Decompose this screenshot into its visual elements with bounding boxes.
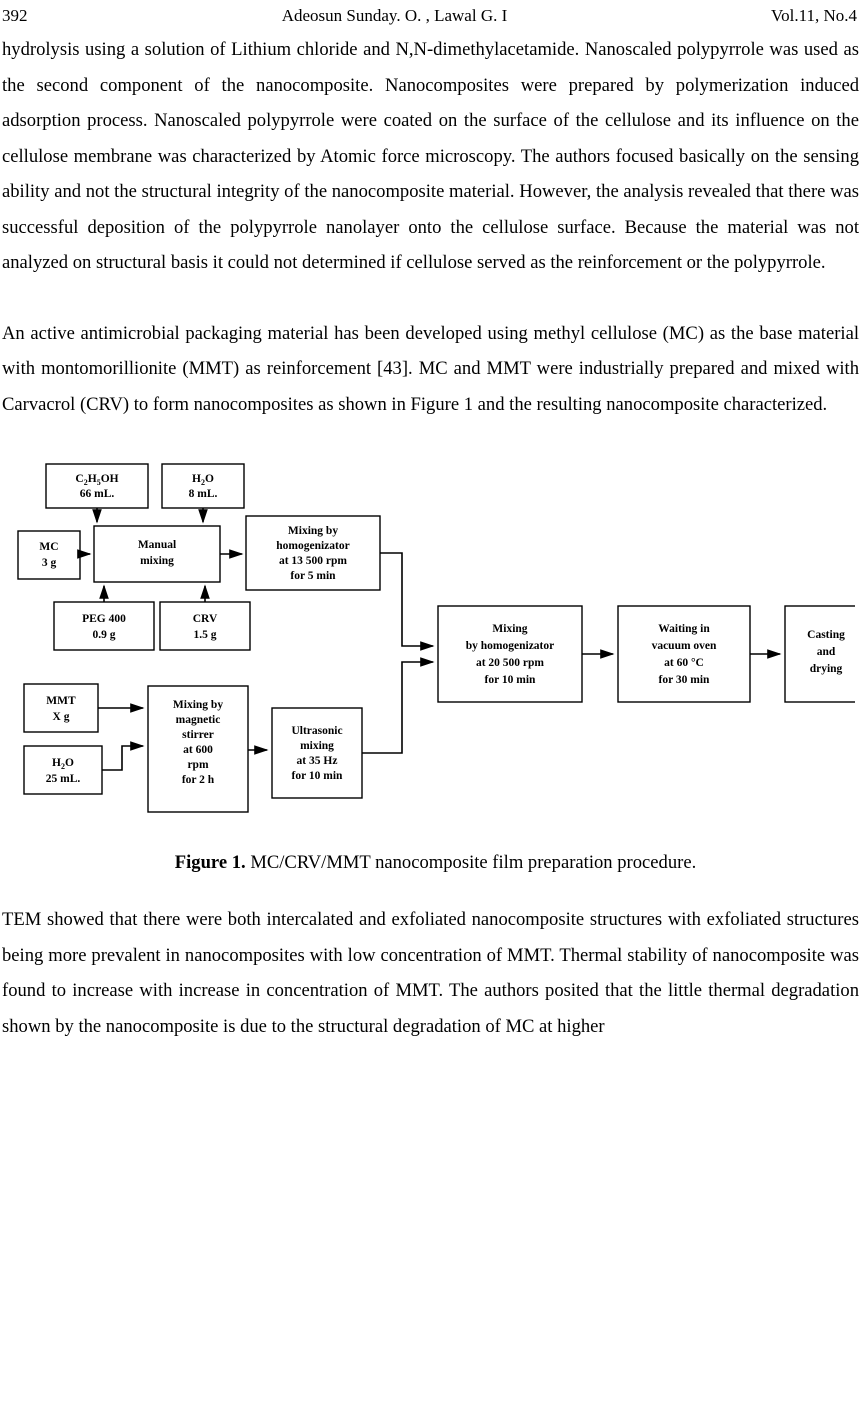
svg-text:66 mL.: 66 mL. <box>79 488 115 500</box>
svg-text:at 13 500 rpm: at 13 500 rpm <box>278 555 348 567</box>
svg-text:at 20 500 rpm: at 20 500 rpm <box>475 657 545 669</box>
svg-text:for 10 min: for 10 min <box>484 674 536 686</box>
node-manual-mixing <box>94 526 220 582</box>
svg-text:mixing: mixing <box>140 555 174 567</box>
svg-text:8 mL.: 8 mL. <box>188 488 218 500</box>
svg-text:3 g: 3 g <box>41 557 57 569</box>
header-volume: Vol.11, No.4 <box>771 6 857 25</box>
svg-text:CRV: CRV <box>192 613 218 625</box>
node-homogenizer-2 <box>438 606 582 702</box>
node-mc <box>18 531 80 579</box>
svg-text:rpm: rpm <box>187 759 209 771</box>
figure-caption <box>10 852 861 874</box>
node-ultrasonic <box>272 708 362 798</box>
node-peg <box>54 602 154 650</box>
figure-caption-label: Figure 1. <box>174 852 246 873</box>
arrow-ultrasonic-to-homogenizer2 <box>362 662 433 753</box>
svg-text:25 mL.: 25 mL. <box>45 773 81 785</box>
svg-text:PEG 400: PEG 400 <box>82 613 126 625</box>
header-page-number: 392 <box>2 6 28 25</box>
figure-1 <box>0 446 861 876</box>
paragraph-1: hydrolysis using a solution of Lithium chloride and N,N-dimethylacetamide. Nanoscaled polypyrrole was used as the second component of the nanocomposite. Nanocomposites were prepared by polymerization induced adsorption process. Nanoscaled polypyrrole were coated on the surface of the cellulose and its influence on the cellulose membrane was characterized by Atomic force microscopy. The authors focused basically on the sensing ability and not the structural integrity of the nanocomposite material. However, the analysis revealed that there was successful deposition of the polypyrrole nanolayer onto the cellulose surface. Because the material was not analyzed on structural basis it could not determined if cellulose served as the reinforcement or the polypyrrole. <box>2 39 859 273</box>
svg-text:Ultrasonic: Ultrasonic <box>291 725 343 737</box>
svg-text:H2O: $H_2O$ <box>52 757 74 771</box>
flowchart-diagram <box>10 446 855 846</box>
arrow-water-to-stirrer <box>102 746 143 770</box>
svg-text:Mixing by: Mixing by <box>172 699 224 711</box>
paragraph-spacer <box>2 281 859 316</box>
paragraph-3: TEM showed that there were both intercalated and exfoliated nanocomposite structures with exfoliated structures being more prevalent in nanocomposites with low concentration of MMT. Thermal stability of nanocomposite was found to increase with increase in concentration of MMT. The authors posited that the little thermal degradation shown by the nanocomposite is due to the structural degradation of MC at higher <box>2 909 859 1037</box>
svg-text:H2O: $H_2O$ <box>192 473 214 487</box>
svg-text:and: and <box>816 646 836 658</box>
svg-text:at 60 °C: at 60 °C <box>664 657 704 669</box>
svg-text:Casting: Casting <box>807 629 845 641</box>
svg-text:drying: drying <box>809 663 843 675</box>
node-crv <box>160 602 250 650</box>
svg-text:MC: MC <box>39 541 59 553</box>
svg-text:Waiting in: Waiting in <box>658 623 710 635</box>
svg-text:X g: X g <box>52 711 70 723</box>
svg-text:at 35 Hz: at 35 Hz <box>296 755 338 767</box>
svg-text:Manual: Manual <box>137 539 177 551</box>
document-body-continued <box>0 902 861 1044</box>
figure-caption-text: MC/CRV/MMT nanocomposite film preparation procedure. <box>245 852 697 873</box>
arrow-homogenizer1-to-homogenizer2 <box>380 553 433 646</box>
svg-text:for 10 min: for 10 min <box>291 770 343 782</box>
page-header <box>0 0 861 32</box>
svg-text:for 30 min: for 30 min <box>658 674 710 686</box>
paragraph-2: An active antimicrobial packaging material has been developed using methyl cellulose (MC) as the base material with montomorillionite (MMT) as reinforcement [43]. MC and MMT were industrially prepared and mixed with Carvacrol (CRV) to form nanocomposites as shown in Figure 1 and the resulting nanocomposite characterized. <box>2 322 859 415</box>
node-mmt <box>24 684 98 732</box>
svg-text:Mixing by: Mixing by <box>287 525 339 537</box>
node-vacuum-oven <box>618 606 750 702</box>
svg-text:mixing: mixing <box>300 740 334 752</box>
svg-text:by homogenizator: by homogenizator <box>465 640 555 652</box>
document-body <box>0 32 861 422</box>
svg-text:vacuum oven: vacuum oven <box>651 640 717 652</box>
svg-text:1.5 g: 1.5 g <box>193 629 217 641</box>
svg-text:0.9 g: 0.9 g <box>92 629 116 641</box>
svg-text:for 5 min: for 5 min <box>290 570 336 582</box>
svg-text:for 2 h: for 2 h <box>181 774 215 786</box>
svg-text:homogenizator: homogenizator <box>276 540 350 552</box>
svg-text:MMT: MMT <box>46 695 76 707</box>
svg-text:C2H5OH: $C_2H_5OH$ <box>75 473 119 487</box>
svg-text:magnetic: magnetic <box>175 714 221 726</box>
svg-text:stirrer: stirrer <box>182 729 214 741</box>
svg-text:at 600: at 600 <box>183 744 213 756</box>
svg-text:Mixing: Mixing <box>492 623 528 635</box>
header-author: Adeosun Sunday. O. , Lawal G. I <box>281 6 508 25</box>
